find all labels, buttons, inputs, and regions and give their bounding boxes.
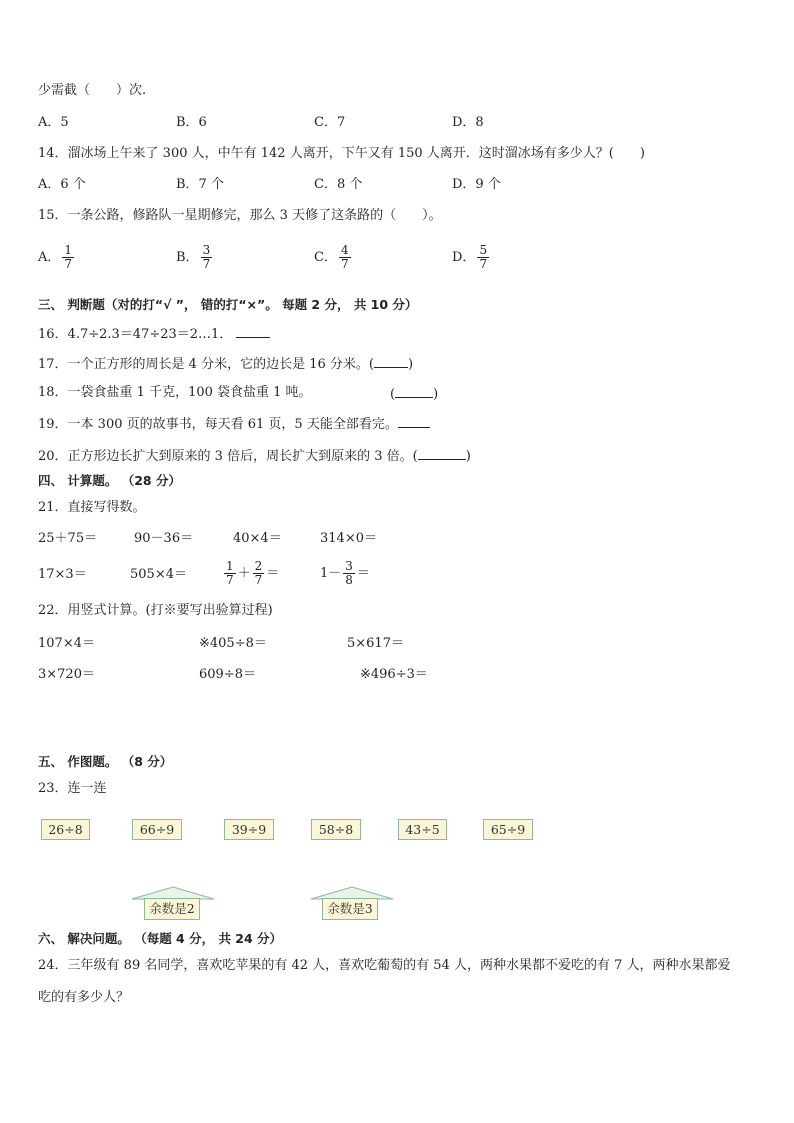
denominator: 7 — [226, 573, 234, 587]
q19-answer-blank[interactable] — [398, 415, 430, 428]
fraction-expression — [320, 560, 370, 587]
division-card[interactable]: 65÷9 — [483, 819, 533, 840]
division-card[interactable]: 58÷8 — [311, 819, 361, 840]
q15-option-d[interactable] — [452, 244, 491, 271]
denominator: 7 — [202, 257, 211, 271]
calc-item: 505×4＝ — [130, 567, 187, 582]
calc-item: 314×0＝ — [320, 531, 377, 546]
option-letter: C． — [314, 250, 337, 265]
fraction — [253, 560, 265, 587]
denominator: 7 — [340, 257, 349, 271]
q13-option-c[interactable]: C．7 — [314, 115, 346, 130]
q20-answer-blank[interactable] — [418, 447, 466, 460]
option-letter: D． — [452, 250, 476, 265]
q15-option-b[interactable] — [176, 244, 214, 271]
q15-option-c[interactable] — [314, 244, 353, 271]
division-card[interactable]: 43÷5 — [398, 819, 447, 840]
calc-item: 609÷8＝ — [199, 667, 256, 682]
q13-stem: 少需截（ ）次. — [38, 83, 147, 98]
q23-stem: 23．连一连 — [38, 781, 107, 796]
remainder-card[interactable]: 余数是2 — [144, 898, 200, 920]
numerator: 1 — [64, 243, 73, 257]
q17-text: 17．一个正方形的周长是 4 分米，它的边长是 16 分米。( — [38, 357, 374, 372]
q18-text: 18．一袋食盐重 1 千克，100 袋食盐重 1 吨。 — [38, 385, 312, 400]
remainder-card[interactable]: 余数是3 — [322, 898, 378, 920]
numerator: 5 — [479, 243, 488, 257]
option-letter: A． — [38, 250, 61, 265]
q20-text: 20．正方形边长扩大到原来的 3 倍后，周长扩大到原来的 3 倍。( — [38, 449, 418, 464]
calc-item: 3×720＝ — [38, 667, 95, 682]
q16-text: 16．4.7÷2.3＝47÷23＝2…1． — [38, 327, 233, 342]
calc-item: 107×4＝ — [38, 636, 95, 651]
numerator: 3 — [202, 243, 211, 257]
q16-answer-blank[interactable] — [236, 325, 270, 338]
q22-stem: 22．用竖式计算。(打※要写出验算过程) — [38, 603, 273, 618]
numerator: 1 — [226, 559, 234, 573]
numerator: 4 — [340, 243, 349, 257]
q16 — [38, 325, 270, 343]
calc-item: ※405÷8＝ — [199, 636, 267, 651]
section-4-heading: 四、 计算题。 （28 分） — [38, 473, 181, 488]
calc-item: 5×617＝ — [347, 636, 404, 651]
section-6-heading: 六、 解决问题。 （每题 4 分， 共 24 分） — [38, 931, 283, 946]
division-card[interactable]: 66÷9 — [132, 819, 182, 840]
q17 — [38, 355, 413, 373]
numerator: 3 — [345, 559, 353, 573]
q20 — [38, 447, 471, 465]
calc-item: 90－36＝ — [134, 531, 194, 546]
calc-item: 25＋75＝ — [38, 531, 98, 546]
q18-open-paren: ( — [390, 387, 396, 402]
q24-line-2: 吃的有多少人？ — [38, 990, 130, 1005]
q13-option-a[interactable]: A．5 — [38, 115, 69, 130]
fraction — [477, 244, 489, 271]
denominator: 7 — [254, 573, 263, 587]
q15-stem: 15．一条公路，修路队一星期修完，那么 3 天修了这条路的（ ）。 — [38, 208, 442, 223]
q13-option-d[interactable]: D．8 — [452, 115, 484, 130]
q13-option-b[interactable]: B．6 — [176, 115, 207, 130]
q17-close-paren: ) — [407, 357, 414, 372]
calc-item: 17×3＝ — [38, 567, 87, 582]
q20-close-paren: ) — [465, 449, 471, 464]
fraction — [62, 244, 74, 271]
q14-option-d[interactable]: D．9 个 — [452, 177, 501, 192]
calc-item: 40×4＝ — [233, 531, 282, 546]
option-letter: B． — [176, 250, 199, 265]
fraction-expression — [222, 560, 279, 587]
q14-option-a[interactable]: A．6 个 — [38, 177, 86, 192]
fraction — [201, 244, 213, 271]
q18 — [38, 385, 312, 401]
numerator: 2 — [254, 559, 263, 573]
q24-line-1: 24．三年级有 89 名同学，喜欢吃苹果的有 42 人，喜欢吃葡萄的有 54 人，两种水果都不爱吃的有 7 人，两种水果都爱 — [38, 958, 731, 973]
division-card[interactable]: 26÷8 — [41, 819, 90, 840]
q18-answer-blank[interactable] — [395, 385, 433, 398]
plus-sign: ＋ — [237, 566, 251, 581]
q21-stem: 21．直接写得数。 — [38, 500, 146, 515]
minuend: 1－ — [320, 566, 342, 581]
q14-option-c[interactable]: C．8 个 — [314, 177, 363, 192]
q14-option-b[interactable]: B．7 个 — [176, 177, 224, 192]
q19 — [38, 415, 430, 433]
division-card[interactable]: 39÷9 — [224, 819, 274, 840]
denominator: 7 — [64, 257, 73, 271]
denominator: 8 — [345, 573, 353, 587]
section-5-heading: 五、 作图题。 （8 分） — [38, 754, 173, 769]
q17-answer-blank[interactable] — [374, 355, 408, 368]
q19-text: 19．一本 300 页的故事书，每天看 61 页，5 天能全部看完。 — [38, 417, 398, 432]
equals-sign: ＝ — [356, 566, 370, 581]
denominator: 7 — [479, 257, 488, 271]
fraction — [343, 560, 355, 587]
fraction — [339, 244, 351, 271]
q14-stem: 14．溜冰场上午来了 300 人，中午有 142 人离开，下午又有 150 人离开．这时溜冰场有多少人？( ) — [38, 146, 645, 161]
q15-option-a[interactable] — [38, 244, 76, 271]
q18-close-paren: ) — [433, 387, 439, 402]
equals-sign: ＝ — [266, 566, 280, 581]
section-3-heading: 三、 判断题（对的打“√ ”， 错的打“×”。 每题 2 分， 共 10 分） — [38, 297, 418, 312]
calc-item: ※496÷3＝ — [360, 667, 428, 682]
fraction — [224, 560, 236, 587]
q18-answer — [390, 385, 438, 403]
